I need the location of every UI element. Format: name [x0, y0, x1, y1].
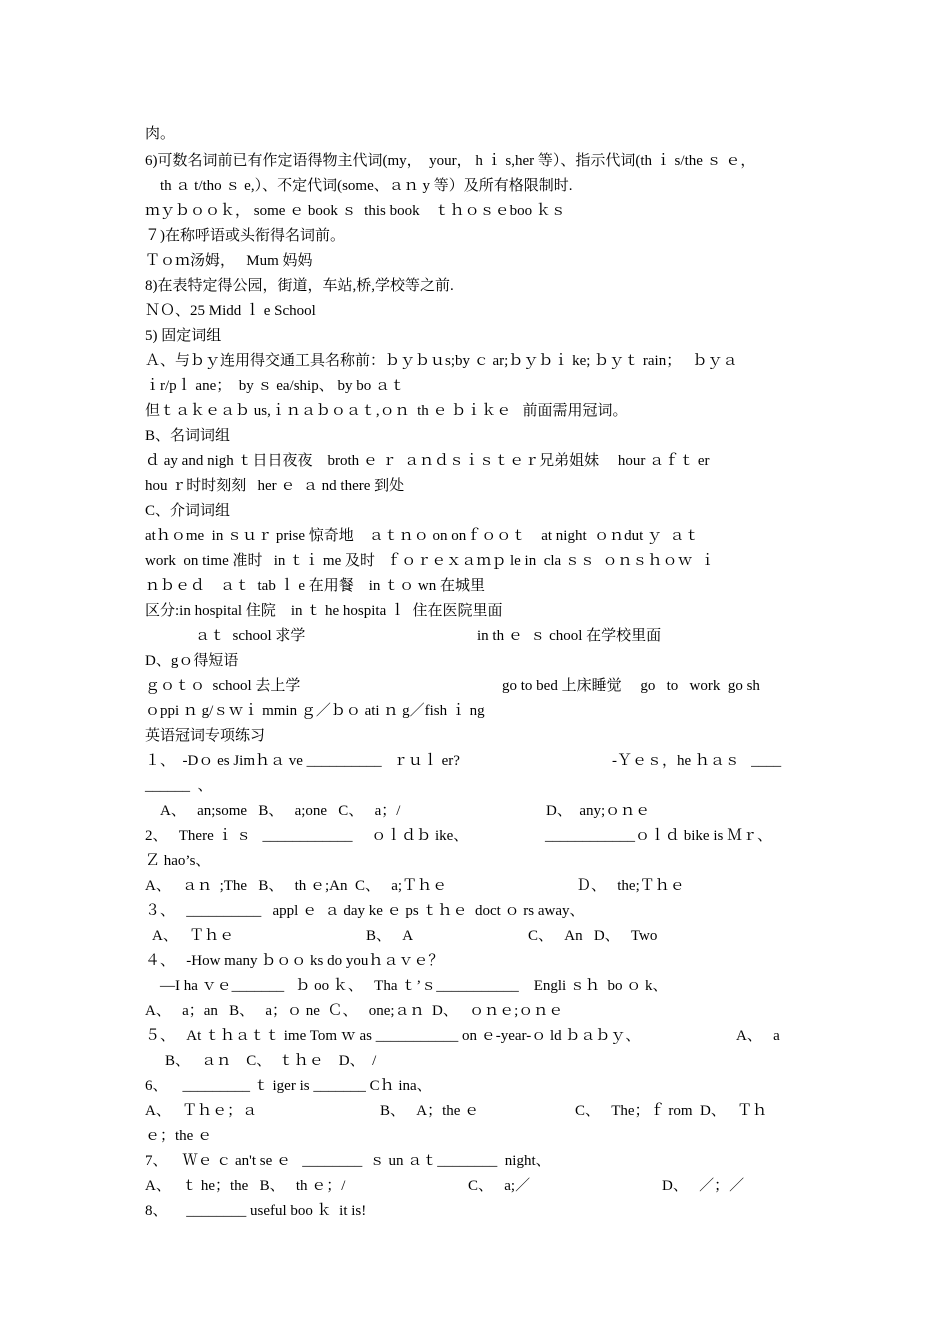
- question-1: １、 -Dｏ es Jimｈａ ve __________ ｒｕｌ er?: [145, 753, 460, 769]
- text-line: ａｔ school 求学: [195, 628, 306, 644]
- question-3: ３、 __________ appl ｅ ａ day ke ｅ ps ｔｈｅ doct ｏ rs away、: [145, 903, 585, 919]
- option-a: A、 a: [736, 1028, 780, 1044]
- question-8: 8、 ________ useful boo ｋ it is!: [145, 1203, 367, 1219]
- options-cd: C、 An D、 Two: [528, 928, 658, 944]
- text-line: ______ 、: [145, 778, 213, 794]
- option-b: B、 A；the ｅ: [380, 1103, 480, 1119]
- text-line: ｇｏｔｏ school 去上学: [145, 678, 301, 694]
- text-line: go to bed 上床睡觉 go to work go sh: [502, 678, 760, 694]
- question-2: 2、 There ｉ ｓ ____________ ｏｌｄｂ ike、: [145, 828, 469, 844]
- section-heading: C、介词词组: [145, 503, 231, 519]
- text-line: ｍｙｂｏｏｋ， some ｅ book ｓ this book ｔｈｏｓｅboo ｋｓ: [145, 203, 566, 219]
- option-a: A、 Ｔｈｅ；ａ: [145, 1103, 258, 1119]
- text-line: ７)在称呼语或头衔得名词前。: [145, 228, 345, 244]
- text-line: ＮＯ、25 Midd ｌ e School: [145, 303, 316, 319]
- section-heading: 5) 固定词组: [145, 328, 222, 344]
- question-4: ４、 -How many ｂｏｏ ks do youｈａｖｅ？: [145, 953, 444, 969]
- text-line: ｏppi ｎ g/ｓｗｉ mmin ｇ／ｂｏ ati ｎ g／fish ｉ ng: [145, 703, 485, 719]
- question-7: 7、 Ｗｅ ｃ an't se ｅ ________ ｓ un ａｔ________ night、: [145, 1153, 551, 1169]
- text-line: Ｚ hao’s、: [145, 853, 211, 869]
- text-line: 6)可数名词前已有作定语得物主代词(my， your， h ｉ s,her 等）、指示代词(th ｉ s/the ｓ ｅ，: [145, 153, 756, 169]
- question-2-cont: ____________ｏｌｄ bike is Ｍｒ、: [545, 828, 773, 844]
- options-cd: C、 The；ｆ rom D、 Ｔｈ: [575, 1103, 768, 1119]
- option-d: D、 any;ｏｎｅ: [546, 803, 651, 819]
- text-line: ｅ；the ｅ: [145, 1128, 213, 1144]
- options-line: A、 ｔ he；the B、 th ｅ；/: [145, 1178, 346, 1194]
- text-line: in th ｅ ｓ chool 在学校里面: [477, 628, 662, 644]
- option-c: C、 a;／: [468, 1178, 531, 1194]
- question-5: ５、 At ｔｈａｔｔ ime Tom ｗ as ___________ on ｅ-year-ｏ ld ｂａｂｙ、: [145, 1028, 641, 1044]
- section-heading: D、gｏ得短语: [145, 653, 239, 669]
- options-line: B、 ａｎ C、 ｔｈｅ D、 /: [165, 1053, 377, 1069]
- text-line: Ｔｏｍ汤姆， Mum 妈妈: [145, 253, 313, 269]
- options-line: A、 an;some B、 a;one C、 a；/: [160, 803, 401, 819]
- text-line: work on time 准时 in ｔｉ me 及时 ｆｏｒｅｘａｍｐ le in cla ｓｓ ｏｎｓｈｏｗ ｉ: [145, 553, 715, 569]
- option-d: D、 ／；／: [662, 1178, 745, 1194]
- text-line: hou ｒ时时刻刻 her ｅ ａ nd there 到处: [145, 478, 405, 494]
- question-6: 6、 _________ ｔ iger is _______ Cｈ ina、: [145, 1078, 432, 1094]
- text-line: —I ha ｖｅ_______ ｂ oo ｋ、 Tha ｔ’ｓ___________ Engli ｓｈ bo ｏ k、: [160, 978, 668, 994]
- text-line: 区分:in hospital 住院 in ｔ he hospita ｌ 住在医院里面: [145, 603, 503, 619]
- section-heading: 英语冠词专项练习: [145, 728, 266, 744]
- text-line: ｉr/pｌ ane； by ｓ ea/ship、 by bo ａｔ: [145, 378, 405, 394]
- section-heading: B、名词词组: [145, 428, 231, 444]
- options-line: A、 ａｎ ;The B、 th ｅ;An C、 a;Ｔｈｅ: [145, 878, 448, 894]
- text-line: 但ｔａｋｅａｂ us,ｉｎａｂｏａｔ,ｏｎ th ｅ ｂｉｋｅ 前面需用冠词。: [145, 403, 628, 419]
- text-line: ｎｂｅｄ ａｔ tab ｌ e 在用餐 in ｔｏ wn 在城里: [145, 578, 485, 594]
- text-line: atｈｏme in ｓｕｒ prise 惊奇地 ａｔｎｏ on onｆｏｏｔ at night ｏｎdut ｙ ａｔ: [145, 528, 700, 544]
- option-a: A、 Ｔｈｅ: [152, 928, 235, 944]
- text-line: ｄ ay and nigh ｔ日日夜夜 broth ｅ ｒ ａｎｄｓｉｓｔｅｒ兄弟姐妹 hour ａｆｔ er: [145, 453, 710, 469]
- options-line: A、 a；an B、 a；ｏ ne Ｃ、 one;ａｎ D、 ｏｎｅ;ｏｎｅ: [145, 1003, 564, 1019]
- text-line: th ａ t/tho ｓ e,）、不定代词(some、ａｎ y 等）及所有格限制时.: [160, 178, 573, 194]
- option-d: Ｄ、 the;Ｔｈｅ: [576, 878, 685, 894]
- question-1-answer: -Ｙｅｓ，he ｈａｓ ____: [612, 753, 782, 769]
- option-b: B、 A: [366, 928, 414, 944]
- text-line: 8)在表特定得公园，街道，车站,桥,学校等之前.: [145, 278, 454, 294]
- text-line: Ａ、与ｂｙ连用得交通工具名称前：ｂｙｂｕs;by ｃ ar;ｂｙｂｉ ke; ｂｙｔ rain； ｂｙａ: [145, 353, 738, 369]
- text-line: 肉。: [145, 126, 176, 142]
